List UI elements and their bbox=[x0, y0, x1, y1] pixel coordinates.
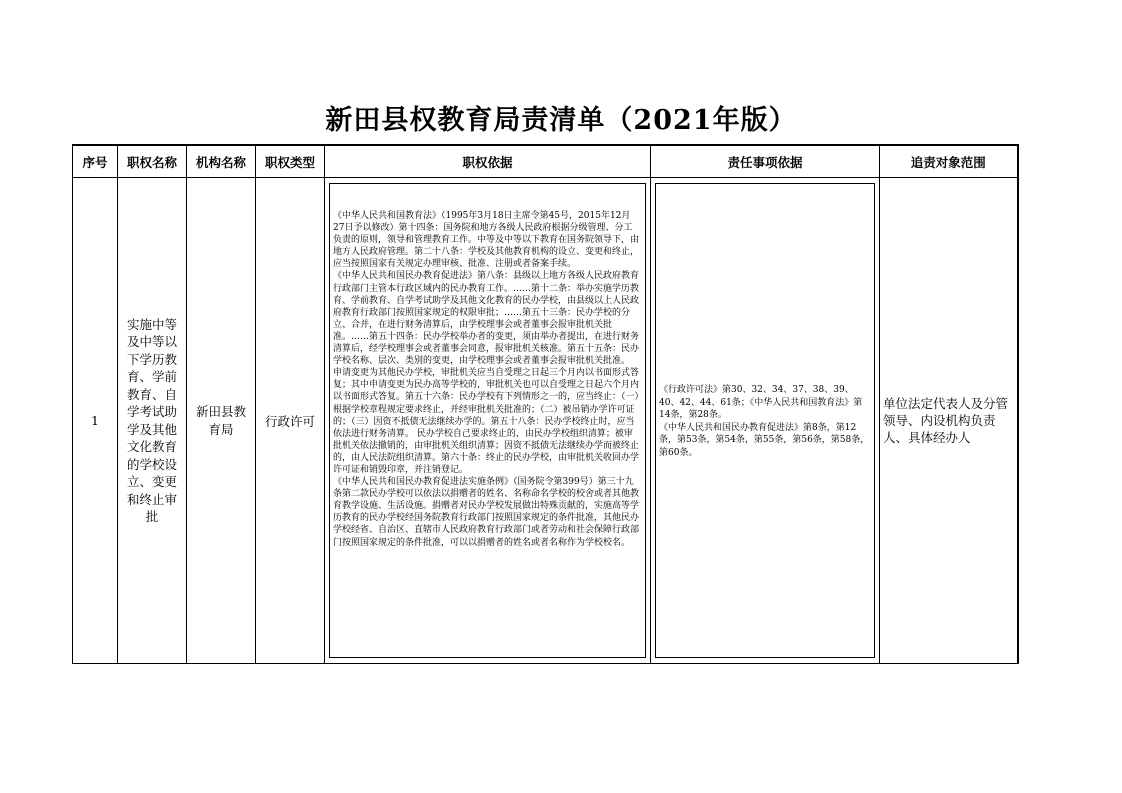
responsibility-paragraph: 《中华人民共和国民办教育促进法》第8条，第12条，第53条，第54条，第55条，第56条，第58条，第60条。 bbox=[659, 422, 870, 458]
header-seq: 序号 bbox=[73, 145, 118, 178]
table-row bbox=[73, 178, 1018, 664]
basis-paragraph: 《中华人民共和国民办教育促进法实施条例》（国务院令第399号）第三十九条第二款民办学校可以依法以捐赠者的姓名、名称命名学校的校舍或者其他教育教学设施、生活设施。捐赠者对民办学校发展做出特殊贡献的，实施高等学历教育的民办学校经国务院教育行政部门按照国家规定的条件批准，其他民办学校经省、自治区、直辖市人民政府教育行政部门或者劳动和社会保障行政部门按照国家规定的条件批准，可以以捐赠者的姓名或者名称作为学校校名。 bbox=[333, 477, 640, 548]
header-power-name: 职权名称 bbox=[118, 145, 187, 178]
basis-paragraph: 《中华人民共和国民办教育促进法》第八条：县级以上地方各级人民政府教育行政部门主管本行政区域内的民办教育工作。……第十二条：举办实施学历教育、学前教育、自学考试助学及其他文化教育的民办学校，由县级以上人民政府教育行政部门按照国家规定的权限审批；……第五十三条：民办学校的分立、合并，在进行财务清算后，由学校理事会或者董事会报审批机关批准。……第五十四条：民办学校举办者的变更，须由举办者提出，在进行财务清算后，经学校理事会或者董事会同意，报审批机关核准。第五十五条：民办学校名称、层次、类别的变更，由学校理事会或者董事会报审批机关批准。 申请变更为其他民办学校，审批机关应当自受理之日起三个月内以书面形式答复；其中申请变更为民办高等学校的，审批机关也可以自受理之日起六个月内以书面形式答复。第五十六条：民办学校有下列情形之一的，应当终止：（一）根据学校章程规定要求终止，并经审批机关批准的；（二）被吊销办学许可证的；（三）因资不抵债无法继续办学的。第五十八条：民办学校终止时，应当依法进行财务清算。 民办学校自己要求终止的，由民办学校组织清算；被审批机关依法撤销的，由审批机关组织清算；因资不抵债无法继续办学而被终止的，由人民法院组织清算。第六十条：终止的民办学校，由审批机关收回办学许可证和销毁印章，并注销登记。 bbox=[333, 271, 640, 475]
header-power-type: 职权类型 bbox=[256, 145, 325, 178]
responsibility-text-box bbox=[655, 183, 875, 658]
responsibility-paragraph: 《行政许可法》第30、32、34、37、38、39、40、42、44、61条；《中华人民共和国教育法》第14条，第28条。 bbox=[659, 385, 863, 420]
cell-seq: 1 bbox=[73, 178, 118, 664]
basis-text-box bbox=[329, 183, 646, 658]
cell-accountability-scope: 单位法定代表人及分管领导、内设机构负责人、具体经办人 bbox=[880, 178, 1018, 664]
cell-basis bbox=[325, 178, 651, 664]
header-basis: 职权依据 bbox=[325, 145, 651, 178]
cell-responsibility-basis bbox=[651, 178, 880, 664]
power-list-table bbox=[72, 144, 1019, 664]
header-responsibility-basis: 责任事项依据 bbox=[651, 145, 880, 178]
header-agency: 机构名称 bbox=[187, 145, 256, 178]
page-title: 新田县权教育局责清单（2021年版） bbox=[325, 105, 797, 136]
header-accountability-scope: 追责对象范围 bbox=[880, 145, 1018, 178]
cell-power-name: 实施中等及中等以下学历教育、学前教育、自学考试助学及其他文化教育的学校设立、变更和终止审批 bbox=[118, 178, 187, 664]
cell-agency: 新田县教育局 bbox=[187, 178, 256, 664]
cell-power-type: 行政许可 bbox=[256, 178, 325, 664]
table-header-row bbox=[73, 145, 1018, 178]
basis-paragraph: 《中华人民共和国教育法》（1995年3月18日主席令第45号，2015年12月27日予以修改）第十四条：国务院和地方各级人民政府根据分级管理、分工负责的原则，领导和管理教育工作。中等及中等以下教育在国务院领导下，由地方人民政府管理。第二十八条：学校及其他教育机构的设立、变更和终止，应当按照国家有关规定办理审核、批准、注册或者备案手续。 bbox=[333, 211, 640, 270]
